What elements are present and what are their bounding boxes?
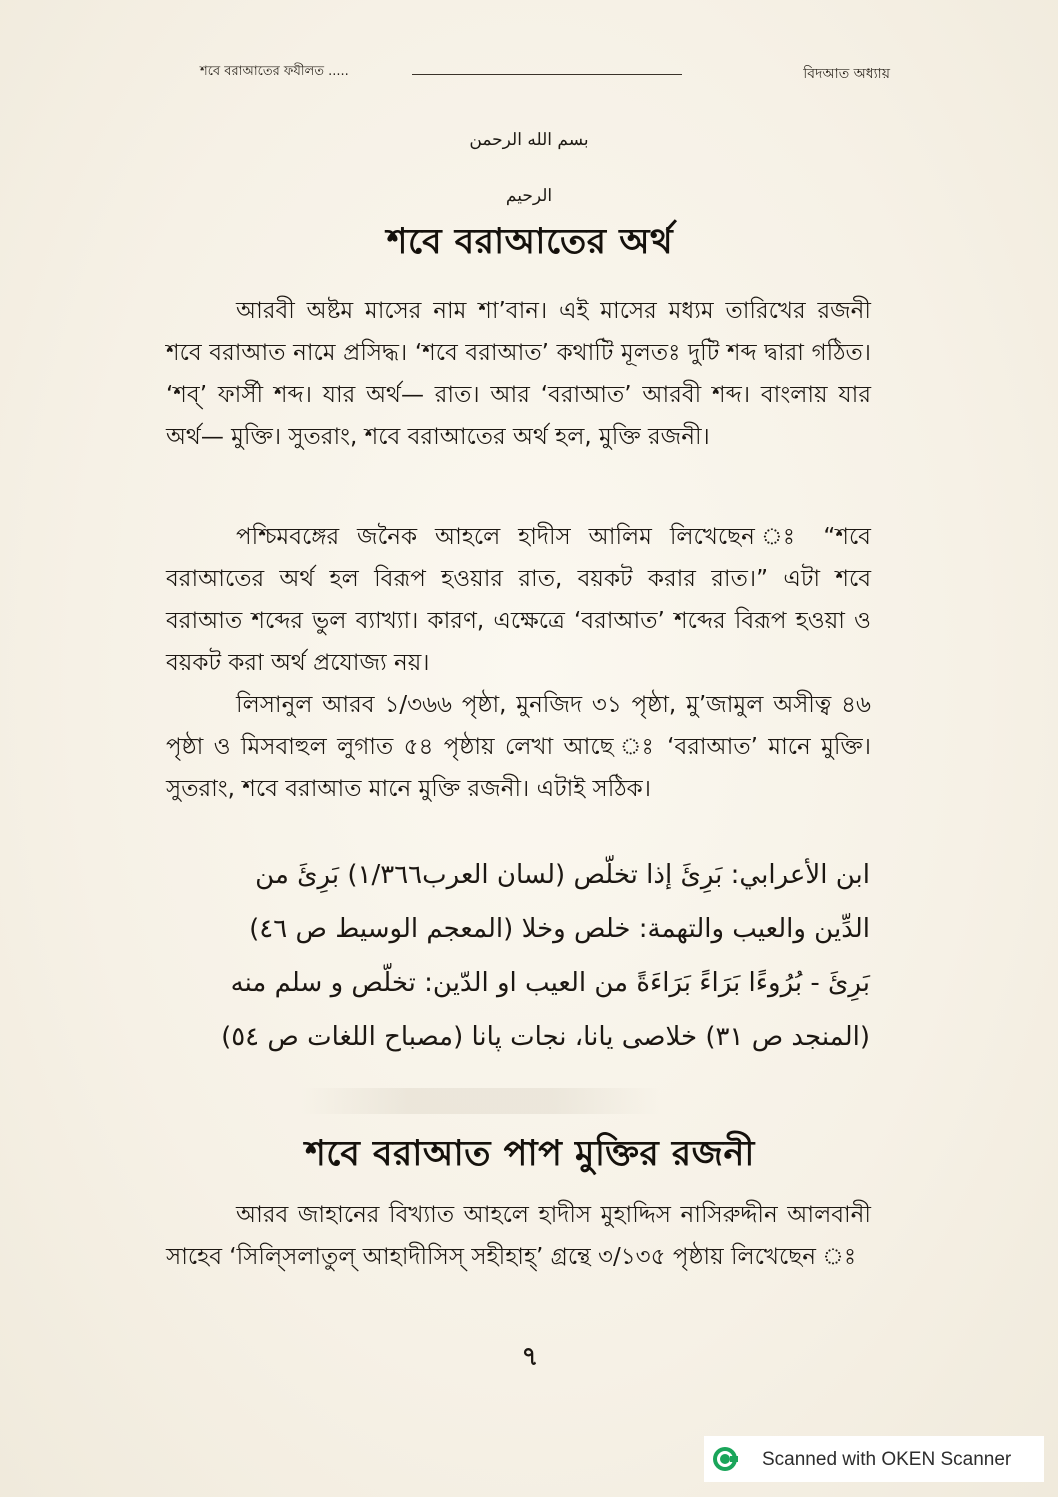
scanner-watermark xyxy=(704,1436,1044,1482)
running-header-chapter: বিদআত অধ্যায় xyxy=(803,66,890,82)
section-heading-sin-forgiveness: শবে বরাআত পাপ মুক্তির রজনী xyxy=(305,1134,755,1174)
show-through-smudge xyxy=(300,1088,660,1114)
arabic-line: الدِّين والعيب والتهمة: خلص وخلا (المعجم الوسيط ص ٤٦) xyxy=(249,914,870,944)
header-rule xyxy=(412,74,682,75)
arabic-line: ابن الأعرابي: بَرِئَ إذا تخلّص (لسان العرب١/٣٦٦) بَرِئَ من xyxy=(255,860,870,890)
arabic-line: (المنجد ص ٣١) خلاصى يانا، نجات پانا (مصباح اللغات ص ٥٤) xyxy=(221,1022,870,1052)
arabic-line: بَرِئَ - بُرُوءًا بَرَاءً بَرَاءَةً من العيب او الدّين: تخلّص و سلم منه xyxy=(230,968,870,998)
basmala-text: بسم الله الرحمن الرحيم xyxy=(469,130,589,206)
running-header xyxy=(200,62,890,86)
scanner-logo-icon xyxy=(712,1446,738,1472)
section-heading-meaning: শবে বরাআতের অর্থ xyxy=(386,222,674,262)
paragraph xyxy=(166,684,871,810)
page-number: ৭ xyxy=(521,1342,539,1372)
running-header-title: শবে বরাআতের ফযীলত ..... xyxy=(200,64,349,79)
basmala-calligraphy xyxy=(464,112,594,206)
paragraph-text: লিসানুল আরব ১/৩৬৬ পৃষ্ঠা, মুনজিদ ৩১ পৃষ্ঠা, মু’জামুল অসীত্ব ৪৬ পৃষ্ঠা ও মিসবাহুল লুগাত ৫৪ পৃষ্ঠায় লেখা আছে ঃ ‘বরাআত’ মানে মুক্তি। সুতরাং, শবে বরাআত মানে মুক্তি রজনী। এটাই সঠিক। xyxy=(166,692,871,802)
arabic-citations xyxy=(160,848,870,1064)
paragraph-text: আরব জাহানের বিখ্যাত আহলে হাদীস মুহাদ্দিস নাসিরুদ্দীন আলবানী সাহেব ‘সিল্সিলাতুল্ আহাদীসিস্ সহীহাহ্’ গ্রন্থে ৩/১৩৫ পৃষ্ঠায় লিখেছেন ঃ xyxy=(166,1202,871,1270)
paragraph xyxy=(166,290,871,458)
paragraph xyxy=(166,1194,871,1278)
paragraph-text: আরবী অষ্টম মাসের নাম শা’বান। এই মাসের মধ্যম তারিখের রজনী শবে বরাআত নামে প্রসিদ্ধ। ‘শবে বরাআত’ কথাটি মূলতঃ দুটি শব্দ দ্বারা গঠিত। ‘শব্’ ফার্সী শব্দ। যার অর্থ— রাত। আর ‘বরাআত’ আরবী শব্দ। বাংলায় যার অর্থ— মুক্তি। সুতরাং, শবে বরাআতের অর্থ হল, মুক্তি রজনী। xyxy=(166,298,871,450)
paragraph xyxy=(166,516,871,684)
scanner-watermark-text: Scanned with OKEN Scanner xyxy=(762,1449,1012,1470)
paragraph-text: পশ্চিমবঙ্গের জনৈক আহলে হাদীস আলিম লিখেছেন ঃ “শবে বরাআতের অর্থ হল বিরূপ হওয়ার রাত, বয়কট করার রাত।” এটা শবে বরাআত শব্দের ভুল ব্যাখ্যা। কারণ, এক্ষেত্রে ‘বরাআত’ শব্দের বিরূপ হওয়া ও বয়কট করা অর্থ প্রযোজ্য নয়। xyxy=(166,524,871,676)
